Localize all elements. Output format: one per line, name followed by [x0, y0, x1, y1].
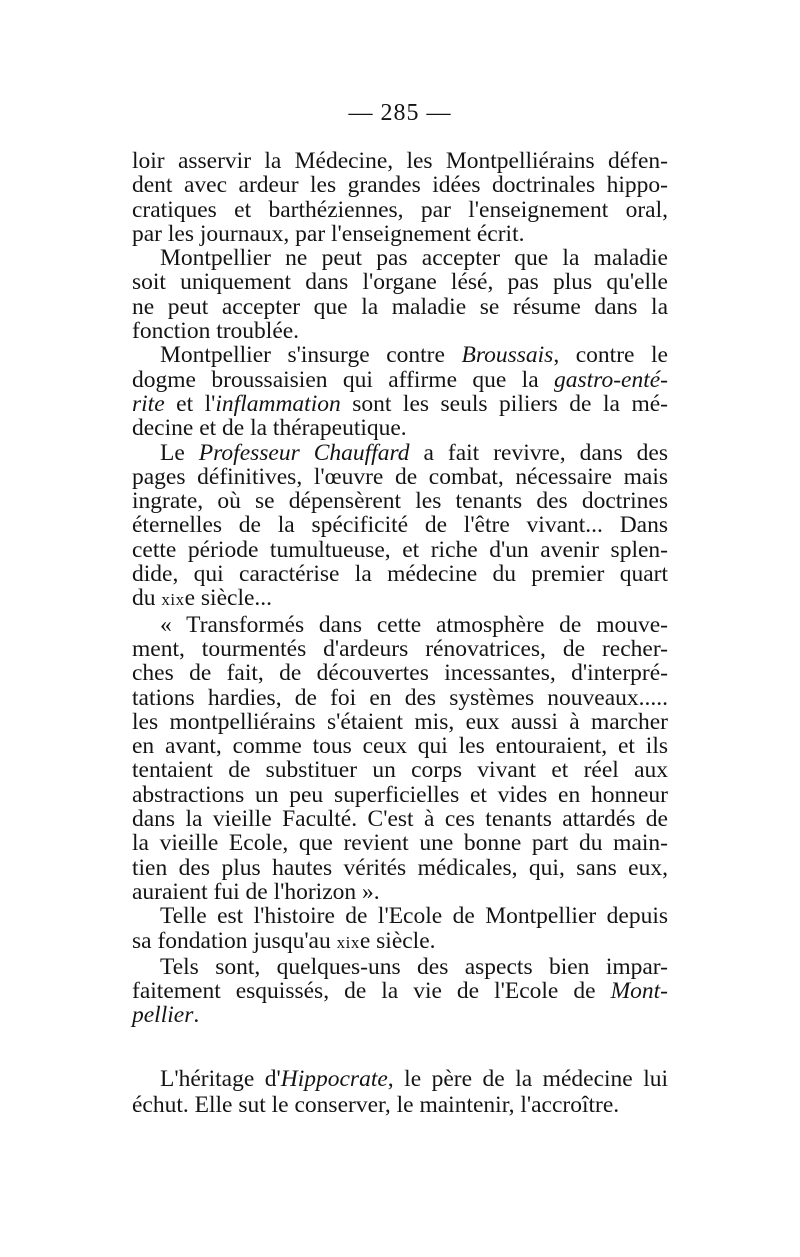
paragraph [132, 955, 668, 1028]
text-line: sa fondation jusqu'au xixe siècle. [132, 927, 436, 954]
text-line: dans la vieille Faculté. C'est à ces tenants attardés de [132, 806, 668, 833]
text-line: Telle est l'histoire de l'Ecole de Montpellier depuis [160, 903, 668, 930]
text-line: tentaient de substituer un corps vivant et réel aux [132, 757, 668, 784]
text-line: Le Professeur Chauffard a fait revivre, dans des [160, 439, 668, 466]
text-line: cette période tumultueuse, et riche d'un avenir splen- [132, 536, 668, 563]
paragraph [132, 613, 668, 905]
text-line: du xixe siècle... [132, 585, 273, 612]
text-line: ment, tourmentés d'ardeurs rénovatrices, de recher- [132, 635, 668, 662]
text-line: abstractions un peu superficielles et vides en honneur [132, 781, 668, 808]
text-line: échut. Elle sut le conserver, le maintenir, l'accroître. [132, 1092, 620, 1118]
text-line: pellier. [132, 1002, 200, 1029]
text-line: éternelles de la spécificité de l'être vivant... Dans [132, 512, 668, 539]
text-line: ches de fait, de découvertes incessantes, d'interpré- [132, 660, 668, 687]
paragraph [132, 246, 668, 343]
text-line: L'héritage d'Hippocrate, le père de la médecine lui [160, 1066, 669, 1092]
paragraph [132, 441, 668, 613]
paragraph [132, 343, 668, 440]
text-line: dent avec ardeur les grandes idées doctrinales hippo- [132, 172, 668, 199]
text-line: en avant, comme tous ceux qui les entouraient, et ils [132, 733, 668, 760]
text-line: pages définitives, l'œuvre de combat, nécessaire mais [132, 463, 668, 490]
text-line: auraient fui de l'horizon ». [132, 878, 380, 905]
text-line: les montpelliérains s'étaient mis, eux aussi à marcher [132, 708, 668, 735]
text-line: Montpellier ne peut pas accepter que la maladie [160, 245, 668, 272]
main-text [132, 149, 668, 1028]
text-line: « Transformés dans cette atmosphère de mouve- [160, 611, 668, 638]
text-line: tien des plus hautes vérités médicales, qui, sans eux, [132, 854, 668, 881]
closing-paragraph [132, 1066, 668, 1118]
text-line: rite et l'inflammation sont les seuls piliers de la mé- [132, 390, 668, 417]
text-line: tations hardies, de foi en des systèmes nouveaux..... [132, 684, 668, 711]
text-line: decine et de la thérapeutique. [132, 415, 407, 442]
text-line: faitement esquissés, de la vie de l'Ecole de Mont- [132, 978, 668, 1005]
text-line: Tels sont, quelques-uns des aspects bien impar- [160, 953, 668, 980]
text-line: dogme broussaisien qui affirme que la gastro-enté- [132, 366, 668, 393]
text-line: cratiques et barthéziennes, par l'enseignement oral, [132, 196, 668, 223]
text-line: ingrate, où se dépensèrent les tenants des doctrines [132, 488, 668, 515]
text-line: Montpellier s'insurge contre Broussais, contre le [160, 342, 668, 369]
text-line: dide, qui caractérise la médecine du premier quart [132, 561, 668, 588]
text-line: la vieille Ecole, que revient une bonne part du main- [132, 830, 668, 857]
text-line: par les journaux, par l'enseignement écrit. [132, 220, 525, 247]
paragraph [132, 904, 668, 955]
text-line: ne peut accepter que la maladie se résume dans la [132, 293, 668, 320]
text-line: fonction troublée. [132, 318, 300, 345]
text-line: soit uniquement dans l'organe lésé, pas plus qu'elle [132, 269, 668, 296]
paragraph [132, 149, 668, 246]
page-number: — 285 — [348, 100, 452, 126]
text-line: loir asservir la Médecine, les Montpelliérains défen- [132, 148, 668, 174]
